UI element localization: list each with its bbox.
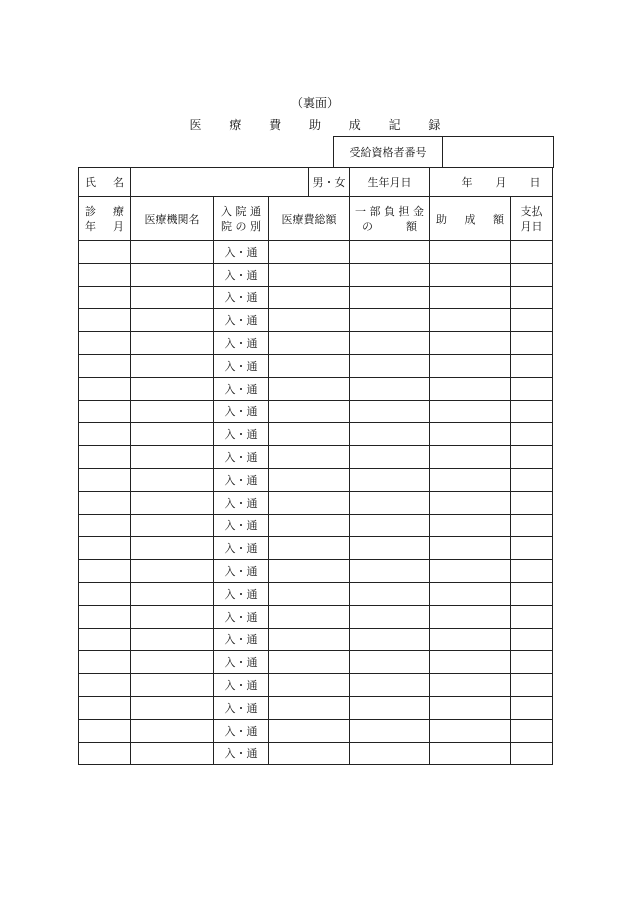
table-row — [79, 286, 553, 309]
cell-subsidy[interactable] — [430, 560, 511, 583]
cell-subsidy[interactable] — [430, 332, 511, 355]
cell-total-cost[interactable] — [269, 674, 350, 697]
table-row — [79, 423, 553, 446]
cell-institution[interactable] — [131, 491, 214, 514]
cell-copayment[interactable] — [350, 651, 430, 674]
cell-treatment-ym[interactable] — [79, 742, 131, 765]
table-row — [79, 241, 553, 264]
cell-institution[interactable] — [131, 742, 214, 765]
cell-inout[interactable]: 入・通 — [214, 354, 269, 377]
cell-total-cost[interactable] — [269, 468, 350, 491]
cell-inout[interactable]: 入・通 — [214, 241, 269, 264]
cell-total-cost[interactable] — [269, 628, 350, 651]
cell-treatment-ym[interactable] — [79, 491, 131, 514]
cell-inout[interactable]: 入・通 — [214, 400, 269, 423]
cell-treatment-ym[interactable] — [79, 446, 131, 469]
cell-subsidy[interactable] — [430, 446, 511, 469]
table-row — [79, 582, 553, 605]
cell-subsidy[interactable] — [430, 423, 511, 446]
cell-payment-date[interactable] — [511, 241, 553, 264]
recipient-id-box — [333, 136, 554, 168]
cell-subsidy[interactable] — [430, 286, 511, 309]
name-label-cell: 氏 名 — [79, 168, 131, 197]
cell-institution[interactable] — [131, 377, 214, 400]
cell-copayment[interactable] — [350, 286, 430, 309]
cell-payment-date[interactable] — [511, 309, 553, 332]
medical-subsidy-record-table — [78, 167, 553, 765]
table-row — [79, 674, 553, 697]
cell-inout[interactable]: 入・通 — [214, 309, 269, 332]
cell-subsidy[interactable] — [430, 674, 511, 697]
cell-payment-date[interactable] — [511, 696, 553, 719]
cell-subsidy[interactable] — [430, 696, 511, 719]
cell-treatment-ym[interactable] — [79, 674, 131, 697]
cell-subsidy[interactable] — [430, 582, 511, 605]
cell-copayment[interactable] — [350, 377, 430, 400]
recipient-id-label: 受給資格者番号 — [334, 137, 443, 168]
dob-label: 生年月日 — [350, 168, 430, 197]
header-treatment-ym: 診 療 年 月 — [79, 197, 131, 241]
cell-treatment-ym[interactable] — [79, 651, 131, 674]
cell-copayment[interactable] — [350, 332, 430, 355]
cell-institution[interactable] — [131, 674, 214, 697]
cell-inout[interactable]: 入・通 — [214, 491, 269, 514]
cell-subsidy[interactable] — [430, 742, 511, 765]
cell-inout[interactable]: 入・通 — [214, 674, 269, 697]
cell-subsidy[interactable] — [430, 354, 511, 377]
cell-subsidy[interactable] — [430, 628, 511, 651]
cell-payment-date[interactable] — [511, 628, 553, 651]
cell-inout[interactable]: 入・通 — [214, 332, 269, 355]
cell-treatment-ym[interactable] — [79, 286, 131, 309]
cell-subsidy[interactable] — [430, 719, 511, 742]
cell-subsidy[interactable] — [430, 651, 511, 674]
cell-inout[interactable]: 入・通 — [214, 605, 269, 628]
cell-copayment[interactable] — [350, 696, 430, 719]
cell-payment-date[interactable] — [511, 263, 553, 286]
cell-copayment[interactable] — [350, 468, 430, 491]
table-row — [79, 309, 553, 332]
cell-copayment[interactable] — [350, 719, 430, 742]
name-field[interactable] — [131, 168, 309, 197]
cell-institution[interactable] — [131, 263, 214, 286]
cell-inout[interactable]: 入・通 — [214, 377, 269, 400]
cell-institution[interactable] — [131, 719, 214, 742]
cell-institution[interactable] — [131, 651, 214, 674]
cell-payment-date[interactable] — [511, 491, 553, 514]
cell-institution[interactable] — [131, 696, 214, 719]
cell-copayment[interactable] — [350, 582, 430, 605]
cell-institution[interactable] — [131, 628, 214, 651]
cell-treatment-ym[interactable] — [79, 514, 131, 537]
cell-subsidy[interactable] — [430, 537, 511, 560]
cell-treatment-ym[interactable] — [79, 332, 131, 355]
cell-subsidy[interactable] — [430, 263, 511, 286]
cell-treatment-ym[interactable] — [79, 354, 131, 377]
cell-treatment-ym[interactable] — [79, 400, 131, 423]
cell-total-cost[interactable] — [269, 446, 350, 469]
cell-subsidy[interactable] — [430, 605, 511, 628]
cell-total-cost[interactable] — [269, 582, 350, 605]
cell-institution[interactable] — [131, 400, 214, 423]
cell-inout[interactable]: 入・通 — [214, 537, 269, 560]
cell-inout[interactable]: 入・通 — [214, 742, 269, 765]
header-subsidy-amount: 助 成 額 — [430, 197, 511, 241]
table-row — [79, 651, 553, 674]
table-row — [79, 400, 553, 423]
cell-institution[interactable] — [131, 446, 214, 469]
cell-treatment-ym[interactable] — [79, 263, 131, 286]
cell-payment-date[interactable] — [511, 332, 553, 355]
cell-inout[interactable]: 入・通 — [214, 628, 269, 651]
cell-copayment[interactable] — [350, 742, 430, 765]
cell-inout[interactable]: 入・通 — [214, 582, 269, 605]
page-subtitle: （裏面） — [290, 96, 339, 110]
table-row — [79, 605, 553, 628]
cell-copayment[interactable] — [350, 446, 430, 469]
cell-payment-date[interactable] — [511, 605, 553, 628]
cell-subsidy[interactable] — [430, 514, 511, 537]
cell-treatment-ym[interactable] — [79, 377, 131, 400]
cell-inout[interactable]: 入・通 — [214, 651, 269, 674]
table-row — [79, 514, 553, 537]
cell-treatment-ym[interactable] — [79, 537, 131, 560]
cell-institution[interactable] — [131, 332, 214, 355]
cell-copayment[interactable] — [350, 628, 430, 651]
cell-treatment-ym[interactable] — [79, 241, 131, 264]
cell-total-cost[interactable] — [269, 560, 350, 583]
table-row — [79, 719, 553, 742]
table-row — [79, 446, 553, 469]
cell-copayment[interactable] — [350, 491, 430, 514]
cell-institution[interactable] — [131, 286, 214, 309]
cell-copayment[interactable] — [350, 514, 430, 537]
sex-select[interactable]: 男・女 — [309, 168, 350, 197]
cell-copayment[interactable] — [350, 537, 430, 560]
cell-total-cost[interactable] — [269, 263, 350, 286]
cell-total-cost[interactable] — [269, 651, 350, 674]
cell-payment-date[interactable] — [511, 719, 553, 742]
cell-total-cost[interactable] — [269, 719, 350, 742]
cell-treatment-ym[interactable] — [79, 468, 131, 491]
table-row — [79, 628, 553, 651]
cell-inout[interactable]: 入・通 — [214, 514, 269, 537]
cell-treatment-ym[interactable] — [79, 719, 131, 742]
table-row — [79, 263, 553, 286]
cell-total-cost[interactable] — [269, 286, 350, 309]
cell-inout[interactable]: 入・通 — [214, 263, 269, 286]
cell-payment-date[interactable] — [511, 537, 553, 560]
cell-copayment[interactable] — [350, 309, 430, 332]
header-inpatient-outpatient: 入 院 通 院 の 別 — [214, 197, 269, 241]
cell-institution[interactable] — [131, 468, 214, 491]
cell-total-cost[interactable] — [269, 423, 350, 446]
cell-inout[interactable]: 入・通 — [214, 719, 269, 742]
cell-total-cost[interactable] — [269, 241, 350, 264]
cell-treatment-ym[interactable] — [79, 582, 131, 605]
cell-treatment-ym[interactable] — [79, 628, 131, 651]
cell-total-cost[interactable] — [269, 332, 350, 355]
cell-copayment[interactable] — [350, 263, 430, 286]
cell-total-cost[interactable] — [269, 537, 350, 560]
table-row — [79, 491, 553, 514]
cell-inout[interactable]: 入・通 — [214, 446, 269, 469]
table-row — [79, 560, 553, 583]
cell-inout[interactable]: 入・通 — [214, 468, 269, 491]
recipient-id-field[interactable] — [443, 137, 554, 168]
cell-treatment-ym[interactable] — [79, 423, 131, 446]
cell-payment-date[interactable] — [511, 582, 553, 605]
cell-institution[interactable] — [131, 537, 214, 560]
cell-subsidy[interactable] — [430, 491, 511, 514]
cell-total-cost[interactable] — [269, 605, 350, 628]
cell-payment-date[interactable] — [511, 354, 553, 377]
cell-total-cost[interactable] — [269, 742, 350, 765]
cell-total-cost[interactable] — [269, 354, 350, 377]
cell-subsidy[interactable] — [430, 400, 511, 423]
cell-payment-date[interactable] — [511, 514, 553, 537]
cell-payment-date[interactable] — [511, 560, 553, 583]
cell-payment-date[interactable] — [511, 468, 553, 491]
cell-payment-date[interactable] — [511, 651, 553, 674]
cell-subsidy[interactable] — [430, 377, 511, 400]
cell-institution[interactable] — [131, 514, 214, 537]
header-institution: 医療機関名 — [131, 197, 214, 241]
cell-institution[interactable] — [131, 241, 214, 264]
cell-payment-date[interactable] — [511, 674, 553, 697]
cell-payment-date[interactable] — [511, 377, 553, 400]
table-row — [79, 468, 553, 491]
cell-institution[interactable] — [131, 582, 214, 605]
cell-subsidy[interactable] — [430, 309, 511, 332]
cell-treatment-ym[interactable] — [79, 696, 131, 719]
cell-copayment[interactable] — [350, 241, 430, 264]
table-row — [79, 537, 553, 560]
dob-field[interactable]: 年 月 日 — [430, 168, 553, 197]
cell-total-cost[interactable] — [269, 491, 350, 514]
cell-inout[interactable]: 入・通 — [214, 423, 269, 446]
table-row — [79, 354, 553, 377]
cell-subsidy[interactable] — [430, 468, 511, 491]
cell-total-cost[interactable] — [269, 309, 350, 332]
cell-treatment-ym[interactable] — [79, 560, 131, 583]
cell-copayment[interactable] — [350, 400, 430, 423]
cell-payment-date[interactable] — [511, 742, 553, 765]
cell-copayment[interactable] — [350, 674, 430, 697]
cell-inout[interactable]: 入・通 — [214, 560, 269, 583]
cell-total-cost[interactable] — [269, 400, 350, 423]
cell-payment-date[interactable] — [511, 446, 553, 469]
cell-total-cost[interactable] — [269, 696, 350, 719]
cell-payment-date[interactable] — [511, 286, 553, 309]
header-payment-date: 支払 月日 — [511, 197, 553, 241]
page-title: 医 療 費 助 成 記 録 — [189, 118, 453, 132]
cell-copayment[interactable] — [350, 560, 430, 583]
table-row — [79, 742, 553, 765]
table-row — [79, 332, 553, 355]
cell-total-cost[interactable] — [269, 377, 350, 400]
table-row — [79, 377, 553, 400]
cell-copayment[interactable] — [350, 354, 430, 377]
cell-subsidy[interactable] — [430, 241, 511, 264]
table-row — [79, 696, 553, 719]
header-copayment: 一 部 負 担 金 の 額 — [350, 197, 430, 241]
cell-institution[interactable] — [131, 560, 214, 583]
cell-payment-date[interactable] — [511, 400, 553, 423]
cell-copayment[interactable] — [350, 605, 430, 628]
cell-copayment[interactable] — [350, 423, 430, 446]
cell-treatment-ym[interactable] — [79, 605, 131, 628]
cell-payment-date[interactable] — [511, 423, 553, 446]
cell-inout[interactable]: 入・通 — [214, 696, 269, 719]
cell-institution[interactable] — [131, 309, 214, 332]
cell-inout[interactable]: 入・通 — [214, 286, 269, 309]
cell-treatment-ym[interactable] — [79, 309, 131, 332]
cell-institution[interactable] — [131, 354, 214, 377]
header-total-cost: 医療費総額 — [269, 197, 350, 241]
cell-institution[interactable] — [131, 605, 214, 628]
cell-total-cost[interactable] — [269, 514, 350, 537]
cell-institution[interactable] — [131, 423, 214, 446]
